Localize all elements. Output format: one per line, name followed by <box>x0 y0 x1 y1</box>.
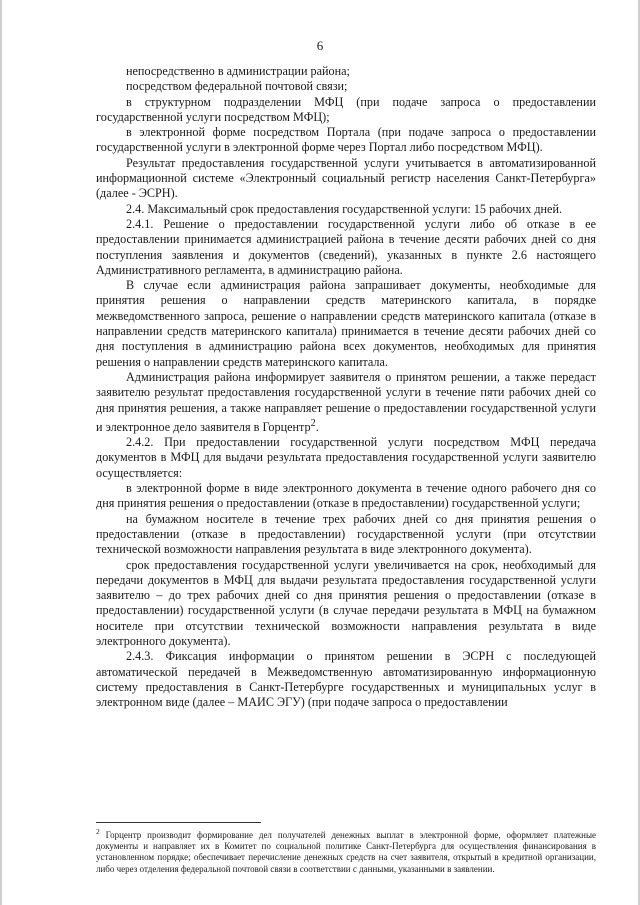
scan-edge-left <box>0 0 2 905</box>
page-number: 6 <box>316 38 324 53</box>
paragraph: В случае если администрация района запрашивает документы, необходимые для принятия решения о направлении средств материнского капитала, в порядке межведомственного запроса, решение о направлении средств материнского капитала (отказе в направлении средств материнского капитала) принимается в течение десяти рабочих дней со дня поступления в администрацию района всех документов, необходимых для принятия решения о направлении средств материнского капитала. <box>96 278 596 369</box>
paragraph-with-footnote-ref <box>96 370 596 435</box>
paragraph: 2.4.3. Фиксация информации о принятом решении в ЭСРН с последующей автоматической передачей в Межведомственную автоматизированную информационную систему предоставления в Санкт-Петербурге государственных и муниципальных услуг в электронном виде (далее – МАИС ЭГУ) (при подаче запроса о предоставлении <box>96 649 596 710</box>
paragraph: в электронной форме посредством Портала (при подаче запроса о предоставлении государственной услуги в электронной форме через Портал либо посредством МФЦ). <box>96 125 596 155</box>
paragraph-text: Администрация района информирует заявителя о принятом решении, а также передаст заявителю результат предоставления государственной услуги в течение пяти рабочих дней со дня принятия решения, а также направляет решение о предоставлении государственной услуги и электронное дело заявителя в Горцентр <box>96 369 596 434</box>
paragraph: непосредственно в администрации района; <box>126 64 350 78</box>
paragraph: Результат предоставления государственной услуги учитывается в автоматизированной информационной системе «Электронный социальный регистр населения Санкт-Петербурга» (далее - ЭСРН). <box>96 155 596 201</box>
paragraph: срок предоставления государственной услуги увеличивается на срок, необходимый для передачи документов в МФЦ для выдачи результата предоставления государственной услуги заявителю – до трех рабочих дней со дня принятия решения о предоставлении (отказе в предоставлении) государственной услуги (в случае передачи результата в МФЦ на бумажном носителе при отсутствии технической возможности направления результата в виде электронного документа). <box>96 557 596 649</box>
footnote-divider <box>96 822 261 823</box>
paragraph-end-period: . <box>315 419 319 434</box>
paragraph: 2.4.1. Решение о предоставлении государственной услуги либо об отказе в ее предоставлении принимается администрацией района в течение десяти рабочих дней со дня поступления заявления и документов (сведений), указанных в пункте 2.6 настоящего Административного регламента, в администрацию района. <box>96 216 596 277</box>
paragraph: посредством федеральной почтовой связи; <box>126 79 348 94</box>
paragraph: 2.4. Максимальный срок предоставления государственной услуги: 15 рабочих дней. <box>126 201 563 216</box>
paragraph: 2.4.2. При предоставлении государственной услуги посредством МФЦ передача документов в МФЦ для выдачи результата предоставления государственной услуги заявителю осуществляется: <box>96 435 596 480</box>
footnote-marker: 2 <box>96 827 100 836</box>
body-text <box>96 64 596 711</box>
footnote <box>96 826 596 875</box>
footnote-reference: 2 <box>310 417 316 429</box>
paragraph: в электронной форме в виде электронного документа в течение одного рабочего дня со дня принятия решения о предоставлении (отказе в предоставлении) государственной услуги; <box>96 481 596 511</box>
footnote-text: Горцентр производит формирование дел получателей денежных выплат в электронной форме, оформляет платежные документы и направляет их в Комитет по социальной политике Санкт-Петербурга для осуществления финансирования в установленном порядке; обеспечивает перечисление денежных средств на счет заявителя, открытый в кредитной организации, либо через отделения федеральной почтовой связи в соответствии с данными, указанными в заявлении. <box>96 830 596 874</box>
paragraph: на бумажном носителе в течение трех рабочих дней со дня принятия решения о предоставлении (отказе в предоставлении) государственной услуги (при отсутствии технической возможности направления результата в виде электронного документа). <box>96 511 596 557</box>
paragraph: в структурном подразделении МФЦ (при подаче запроса о предоставлении государственной услуги посредством МФЦ); <box>96 94 596 124</box>
